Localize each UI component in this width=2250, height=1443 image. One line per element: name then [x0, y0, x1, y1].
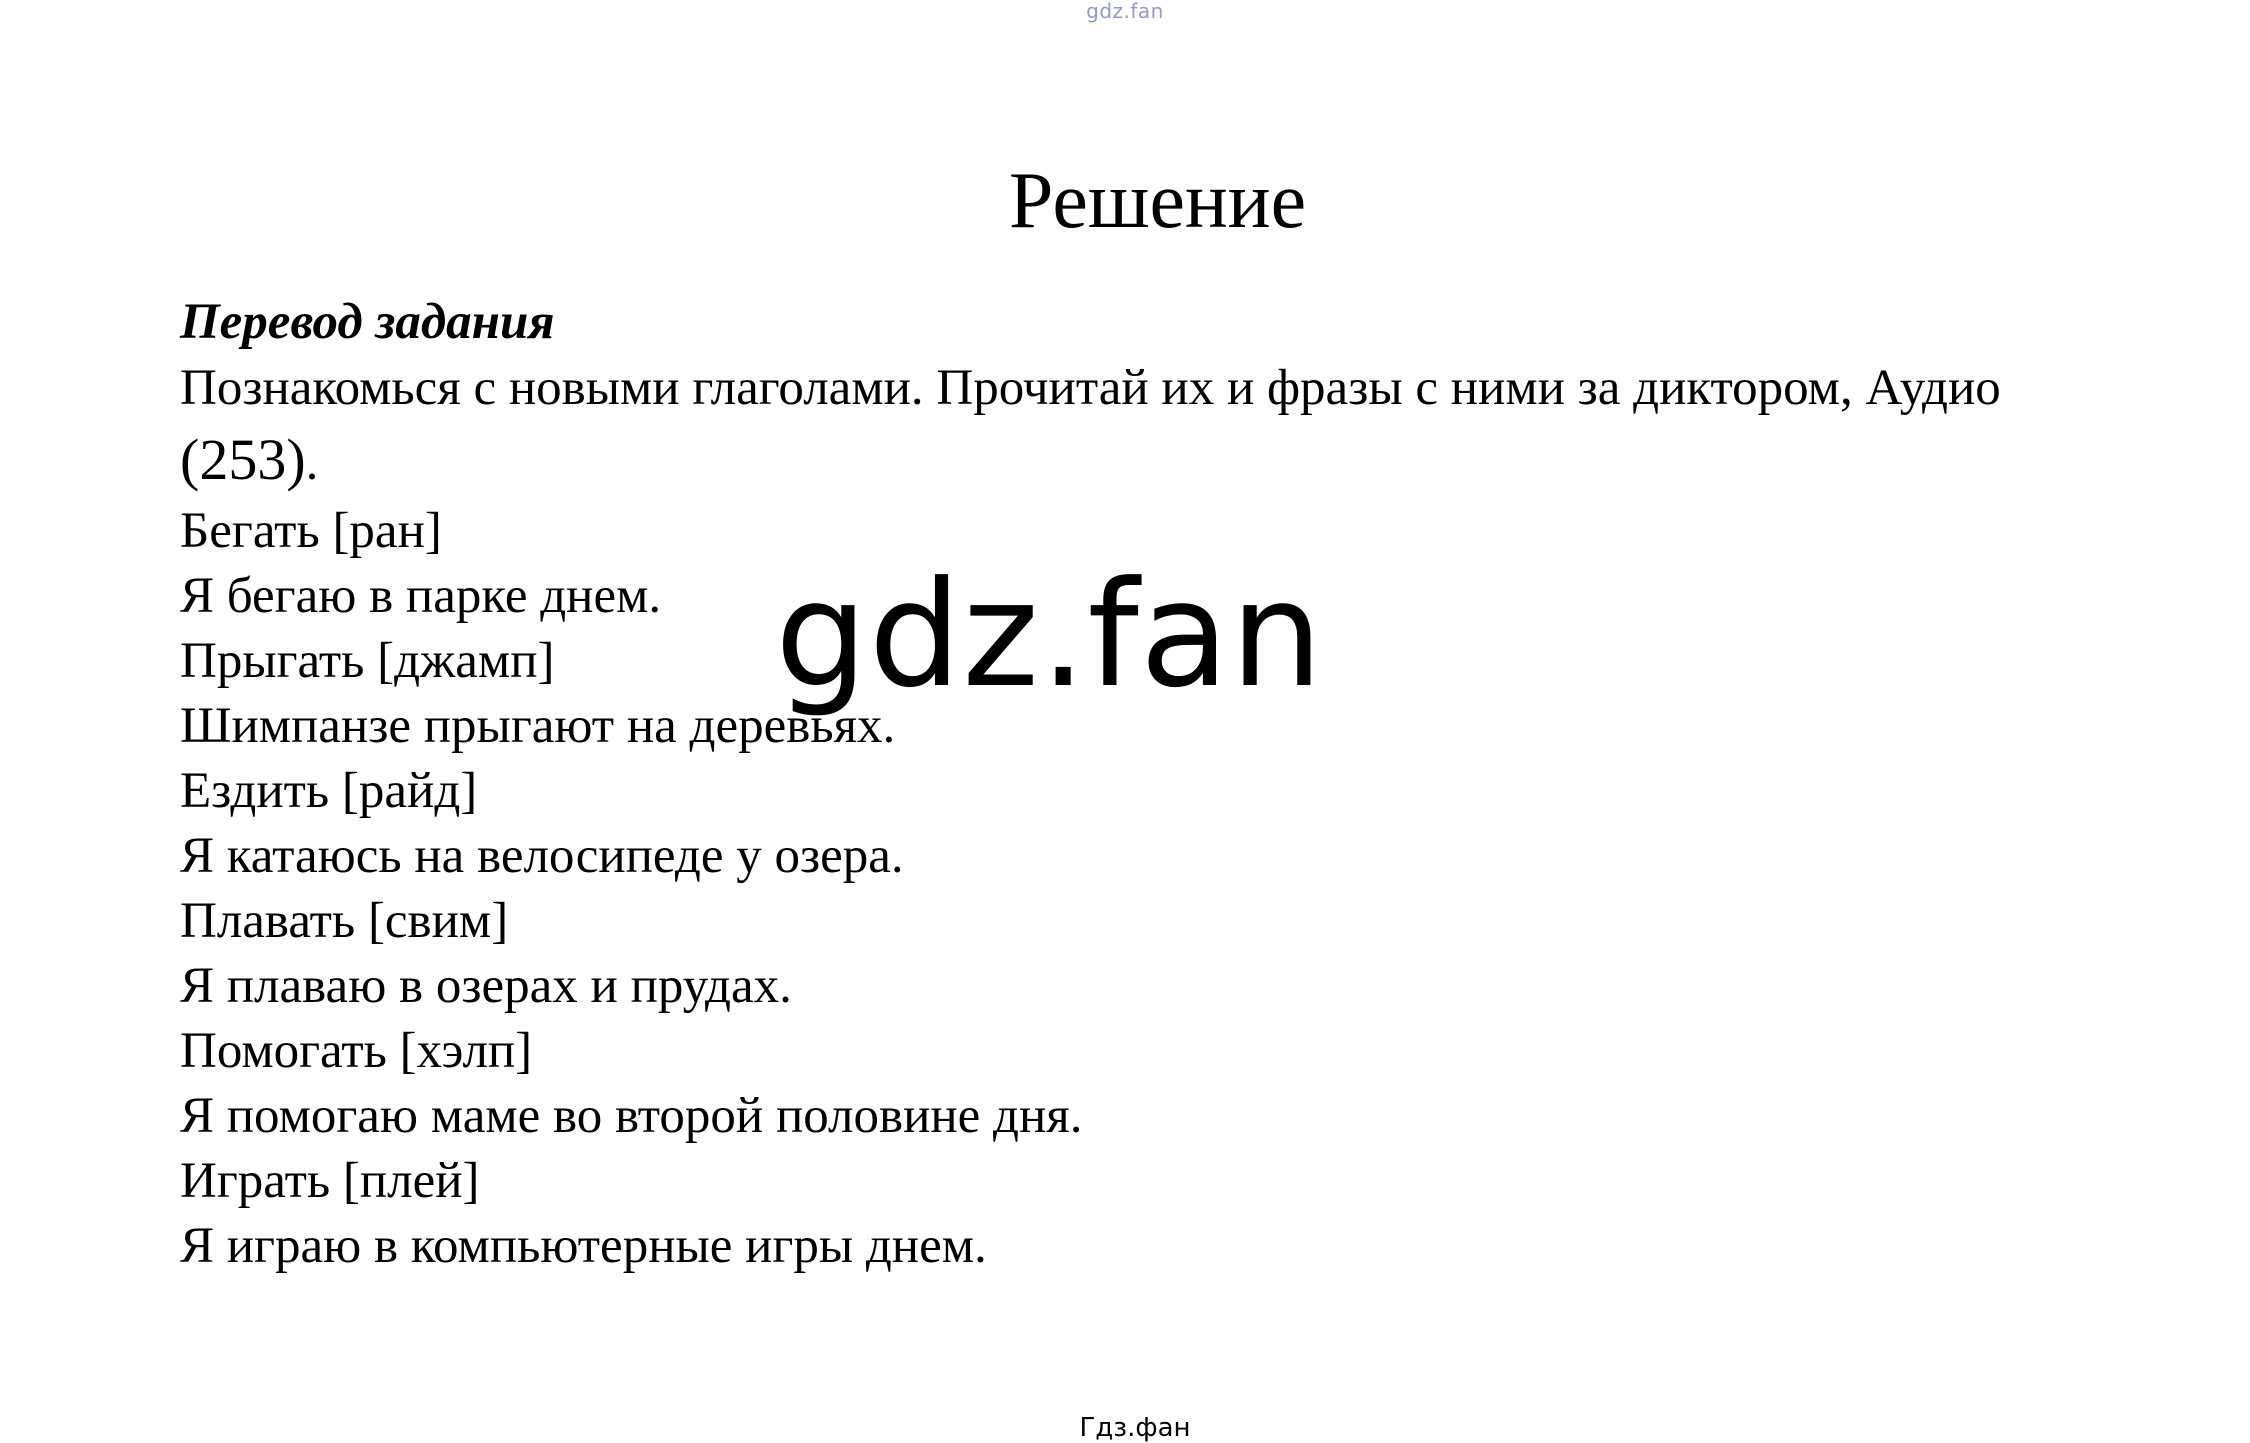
- top-watermark: gdz.fan: [1086, 0, 1164, 23]
- document-body: [180, 292, 2140, 1279]
- example-line: Я бегаю в парке днем.: [180, 568, 662, 624]
- verb-line: Прыгать [джамп]: [180, 633, 555, 689]
- task-intro-end: .: [305, 435, 319, 491]
- footer-text: Гдз.фан: [1079, 1413, 1191, 1443]
- verb-line: Плавать [свим]: [180, 893, 509, 949]
- center-watermark: gdz.fan: [775, 550, 1324, 720]
- verb-line: Играть [плей]: [180, 1153, 480, 1209]
- verb-line: Ездить [райд]: [180, 763, 478, 819]
- audio-number: (253): [180, 427, 306, 492]
- page-title: Решение: [1008, 157, 1307, 245]
- verb-line: Помогать [хэлп]: [180, 1023, 533, 1079]
- section-heading: Перевод задания: [180, 294, 555, 350]
- example-line: Я плаваю в озерах и прудах.: [180, 958, 792, 1014]
- verb-line: Бегать [ран]: [180, 503, 442, 559]
- example-line: Я катаюсь на велосипеде у озера.: [180, 828, 904, 884]
- example-line: Я играю в компьютерные игры днем.: [180, 1218, 987, 1274]
- example-line: Я помогаю маме во второй половине дня.: [180, 1088, 1083, 1144]
- task-intro-text: Познакомься с новыми глаголами. Прочитай их и фразы с ними за диктором, Аудио: [180, 360, 2001, 416]
- task-intro: [180, 352, 2140, 499]
- example-line: Шимпанзе прыгают на деревьях.: [180, 698, 896, 754]
